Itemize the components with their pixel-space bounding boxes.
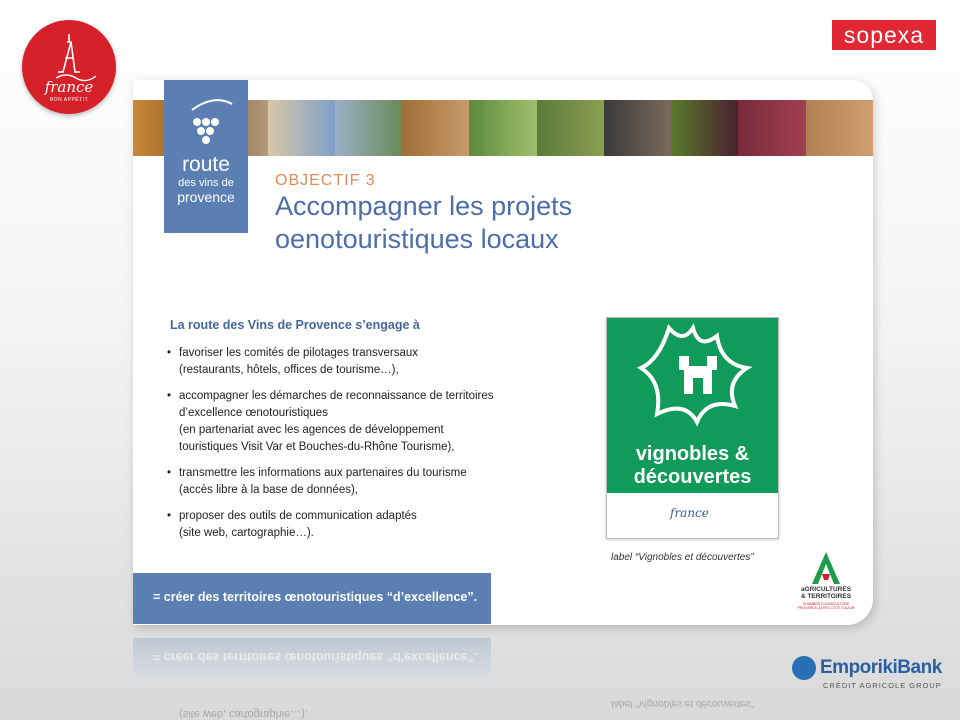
agricultures-territoires-logo — [796, 550, 856, 620]
list-item — [167, 345, 497, 379]
reflection-footer-text: = créer des territoires œnotouristiques “d’excellence”. — [153, 650, 478, 664]
list-item — [167, 388, 497, 456]
emporiki-bank-logo — [792, 654, 942, 694]
emporiki-name: EmporikiBank — [820, 657, 942, 678]
bullet-icon: • — [167, 347, 172, 359]
bullet-line: accompagner les démarches de reconnaissance de territoires — [179, 390, 494, 402]
agri-logo-sub — [796, 602, 856, 610]
slide-title-line2: oenotouristiques locaux — [275, 224, 559, 254]
bullet-line: (en partenariat avec les agences de développement — [179, 424, 444, 436]
bullet-list — [167, 345, 497, 551]
bullet-line: transmettre les informations aux partenaires du tourisme — [179, 467, 467, 479]
grape-icon — [164, 80, 248, 150]
bullet-line: (site web, cartographie…). — [179, 527, 314, 539]
reflection-caption: label “Vignobles et découvertes” — [611, 698, 754, 709]
footer-text: = créer des territoires œnotouristiques “d’excellence”. — [153, 590, 478, 604]
bullet-line: d’excellence œnotouristiques — [179, 407, 328, 419]
slide-title — [275, 190, 572, 256]
bullet-line: touristiques Visit Var et Bouches-du-Rhône Tourisme), — [179, 441, 455, 453]
slide-card — [133, 80, 873, 625]
badge-title-line2: découvertes — [633, 466, 752, 488]
agri-logo-name — [796, 586, 856, 600]
france-bon-appetit-logo — [22, 20, 116, 114]
agriculture-a-icon — [796, 550, 856, 586]
slide-reflection — [133, 630, 873, 720]
bullet-icon: • — [167, 510, 172, 522]
reflection-bullet: (site web, cartographie…). — [179, 708, 308, 720]
badge-title — [607, 443, 778, 489]
france-logo-word: france — [44, 78, 94, 96]
emporiki-sub: CRÉDIT AGRICOLE GROUP — [823, 681, 942, 690]
bullet-line: favoriser les comités de pilotages transversaux — [179, 347, 419, 359]
slide-title-line1: Accompagner les projets — [275, 191, 573, 221]
badge-france-logo: france — [670, 506, 709, 520]
bullet-icon: • — [167, 390, 172, 402]
route-logo-line2: des vins de — [178, 177, 234, 189]
route-logo-line1: route — [182, 153, 230, 176]
list-item — [167, 508, 497, 542]
agri-logo-sub1: CHAMBRE D’AGRICULTURE — [802, 602, 850, 606]
emporiki-mark-icon — [792, 656, 816, 680]
badge-caption: label “Vignobles et découvertes” — [611, 552, 754, 563]
intro-text: La route des Vins de Provence s’engage à — [170, 318, 420, 332]
bullet-line: (restaurants, hôtels, offices de tourisme…), — [179, 364, 399, 376]
bullet-line: (accès libre à la base de données), — [179, 484, 358, 496]
route-des-vins-logo — [164, 80, 248, 233]
route-logo-line3: provence — [177, 189, 235, 205]
agri-logo-line2: & TERRITOIRES — [800, 593, 852, 600]
badge-green-panel — [607, 318, 778, 493]
agri-logo-line1: aGRICULTURES — [800, 586, 852, 593]
sopexa-logo: sopexa — [832, 20, 936, 50]
footer-band — [133, 573, 491, 624]
vignobles-decouvertes-badge — [606, 317, 779, 539]
list-item — [167, 465, 497, 499]
bullet-line: proposer des outils de communication adaptés — [179, 510, 417, 522]
badge-title-line1: vignobles & — [635, 443, 750, 465]
objective-label: OBJECTIF 3 — [275, 172, 376, 189]
bullet-icon: • — [167, 467, 172, 479]
france-logo-tagline: BON APPÉTIT — [49, 97, 89, 103]
agri-logo-sub2: PROVENCE-ALPES-CÔTE D’AZUR — [797, 606, 855, 610]
vine-leaf-icon — [607, 318, 778, 438]
